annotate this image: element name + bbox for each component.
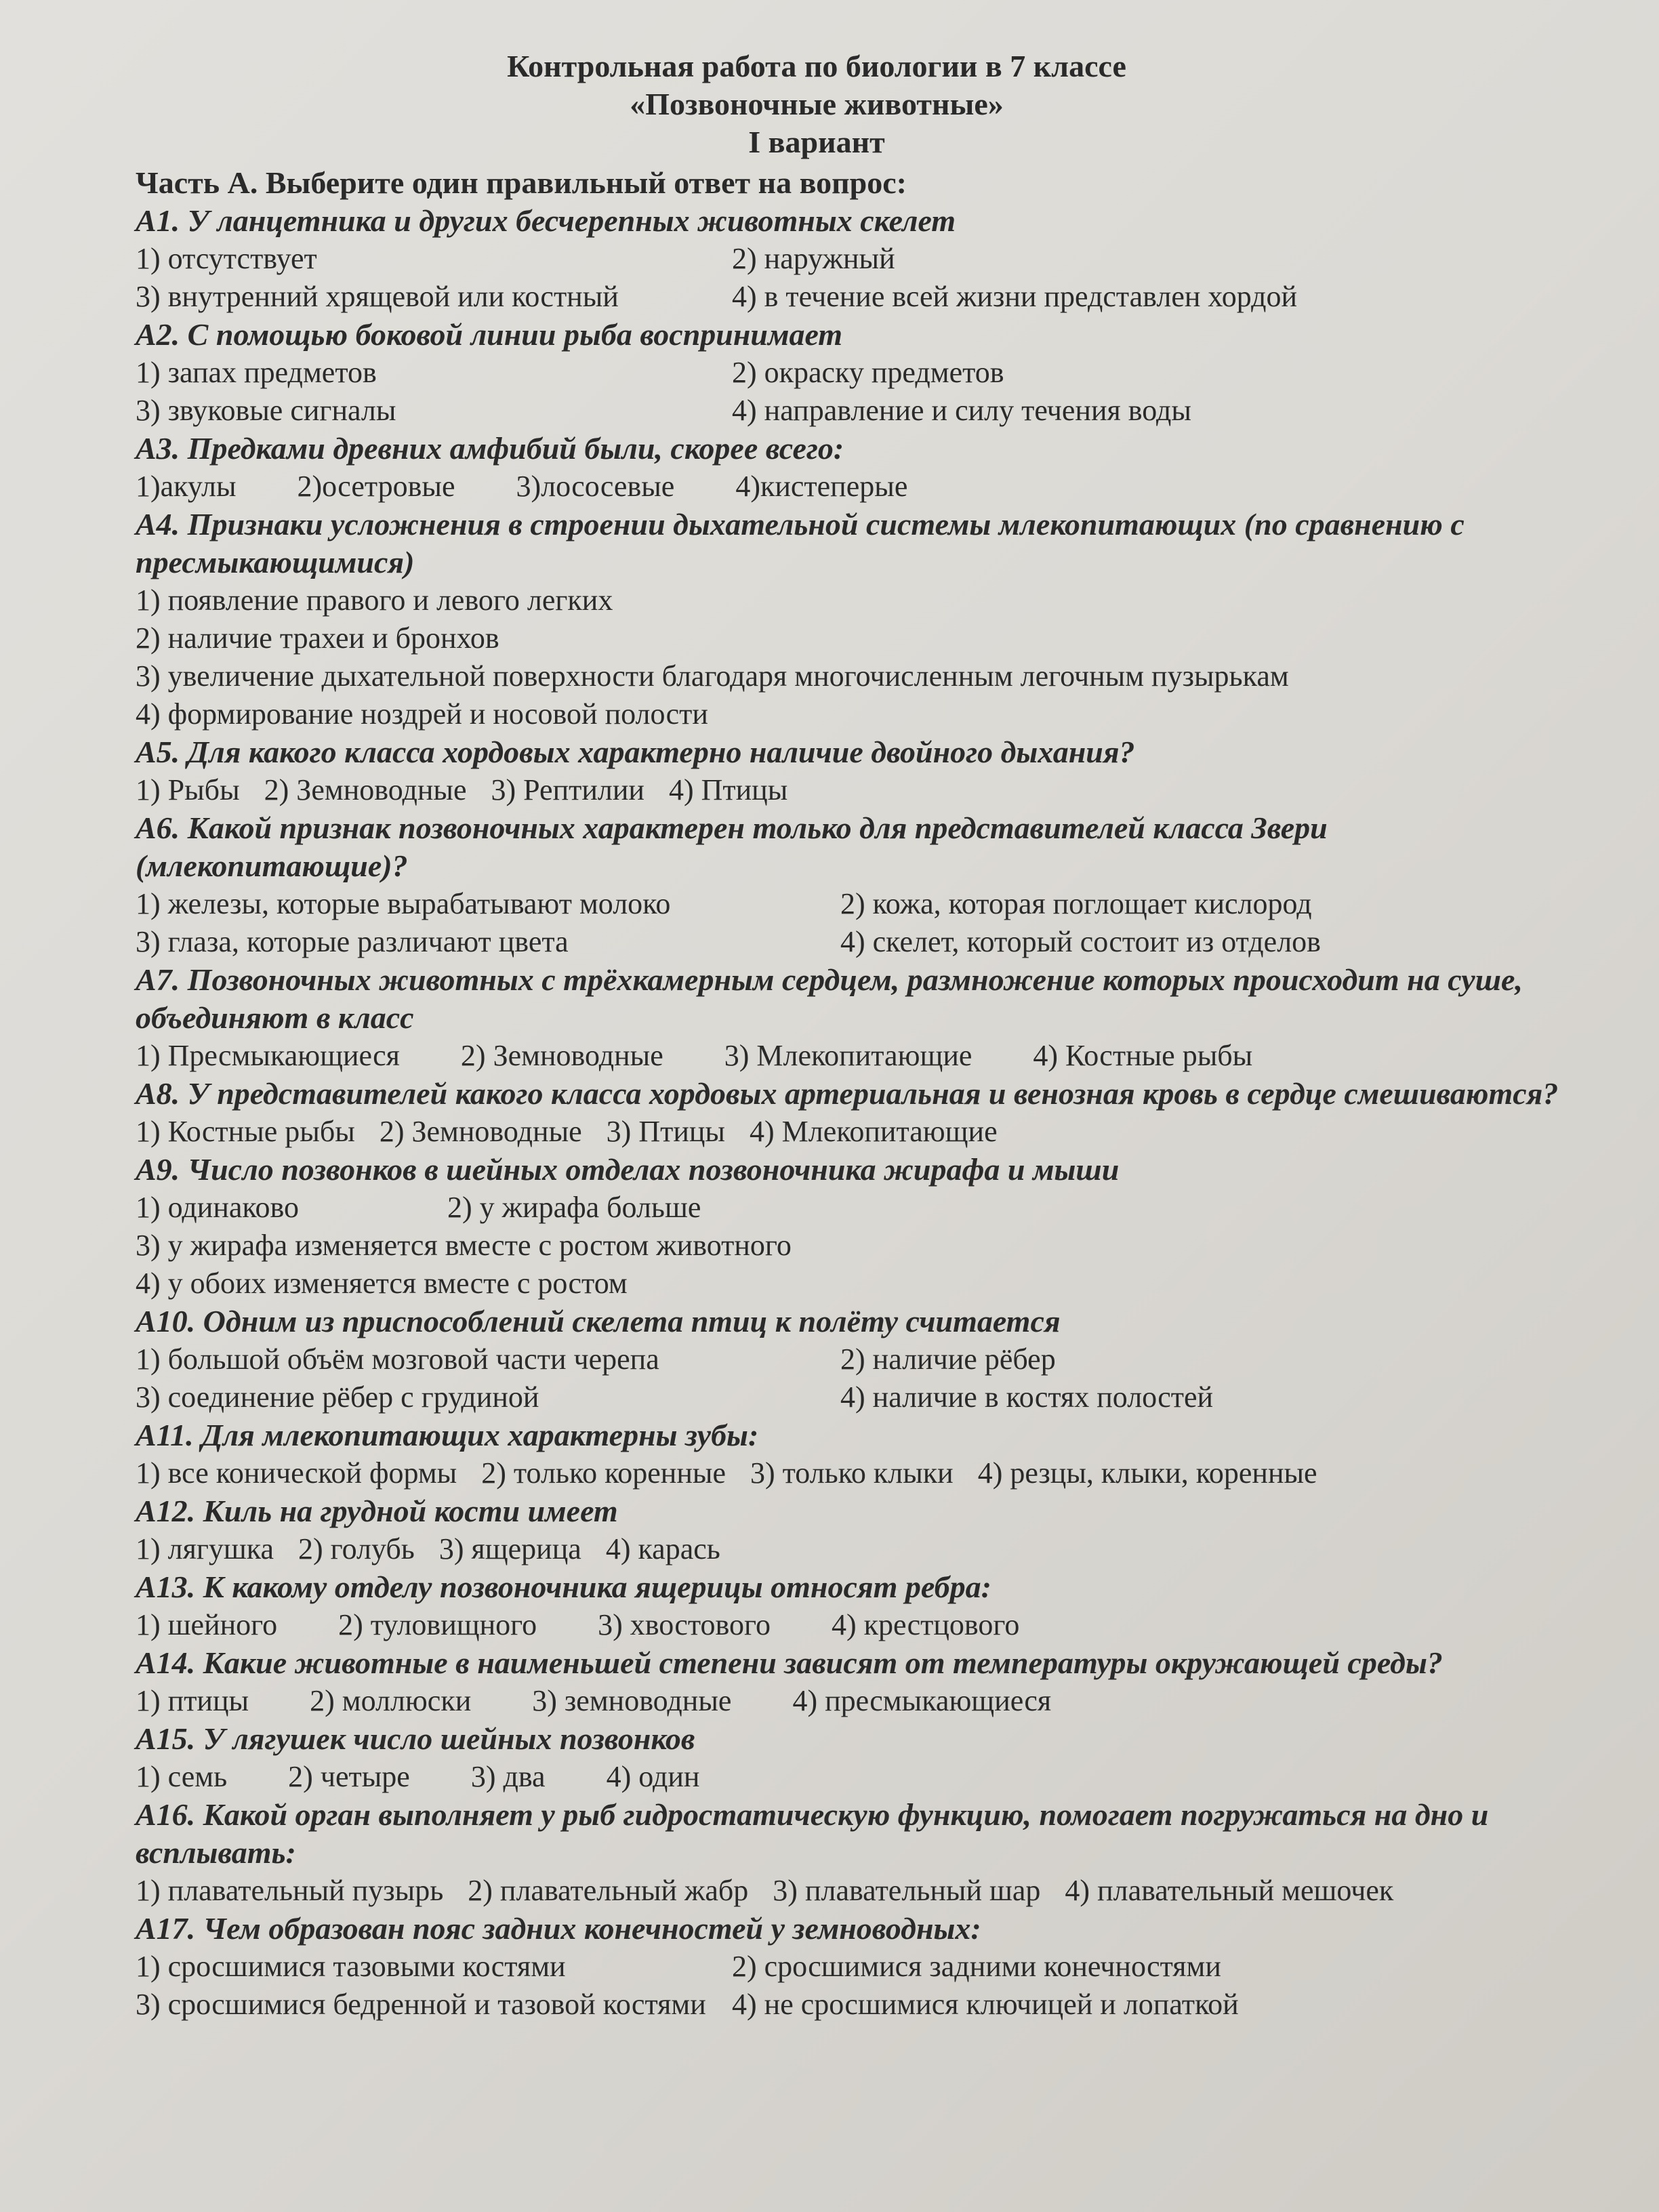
question-block	[136, 1644, 1593, 1720]
answer-option: 4) плавательный мешочек	[1065, 1874, 1394, 1907]
question-text: А10. Одним из приспособлений скелета птиц к полёту считается	[136, 1304, 1061, 1338]
answer-options	[136, 468, 1593, 506]
answer-option: 4) Млекопитающие	[749, 1115, 998, 1148]
test-sheet	[136, 47, 1593, 2024]
answer-option: 3) ящерица	[438, 1532, 581, 1565]
question-block	[136, 1303, 1593, 1416]
part-a-heading: Часть А. Выберите один правильный ответ на вопрос:	[136, 165, 907, 200]
question-text: А8. У представителей какого класса хордовых артериальная и венозная кровь в сердце смешиваются?	[136, 1076, 1559, 1111]
answer-option: 4) не сросшимися ключицей и лопаткой	[732, 1988, 1239, 2021]
answer-option: 3) только клыки	[750, 1456, 954, 1490]
question-block	[136, 1416, 1593, 1492]
answer-option: 2) у жирафа больше	[447, 1191, 701, 1224]
question-block	[136, 809, 1593, 961]
answer-option: 1) все конической формы	[136, 1456, 457, 1490]
answer-options	[136, 771, 1593, 809]
answer-options	[136, 354, 1593, 430]
answer-option: 1) запах предметов	[136, 356, 377, 389]
answer-option: 3) Птицы	[606, 1115, 725, 1148]
answer-option: 2) Земноводные	[379, 1115, 582, 1148]
answer-option: 2) наличие трахеи и бронхов	[136, 621, 499, 655]
question-block	[136, 430, 1593, 506]
question-block	[136, 202, 1593, 316]
doc-variant: I вариант	[748, 125, 885, 159]
answer-option: 2) сросшимися задними конечностями	[732, 1950, 1221, 1983]
answer-option: 1) лягушка	[136, 1532, 274, 1565]
answer-option: 1) семь	[136, 1760, 228, 1793]
answer-option: 2) четыре	[288, 1760, 410, 1793]
answer-option: 4) в течение всей жизни представлен хордой	[732, 280, 1298, 313]
answer-options	[136, 1682, 1593, 1720]
question-text: А13. К какому отделу позвоночника ящерицы относят ребра:	[136, 1570, 991, 1604]
answer-option: 4) резцы, клыки, коренные	[977, 1456, 1317, 1490]
answer-option: 3) земноводные	[532, 1684, 732, 1717]
answer-option: 2) туловищного	[338, 1608, 537, 1641]
answer-option: 1) Костные рыбы	[136, 1115, 355, 1148]
doc-title: Контрольная работа по биологии в 7 классе	[507, 49, 1126, 83]
answer-options	[136, 1189, 1593, 1303]
answer-option: 3) плавательный шар	[773, 1874, 1041, 1907]
answer-option: 4) один	[606, 1760, 700, 1793]
answer-option: 2) наружный	[732, 242, 895, 275]
question-text: А5. Для какого класса хордовых характерно наличие двойного дыхания?	[136, 735, 1135, 769]
answer-option: 3) увеличение дыхательной поверхности благодаря многочисленным легочным пузырькам	[136, 659, 1289, 693]
answer-option: 1) Рыбы	[136, 773, 240, 806]
answer-option: 4) наличие в костях полостей	[840, 1380, 1214, 1414]
answer-options	[136, 1530, 1593, 1568]
question-text: А11. Для млекопитающих характерны зубы:	[136, 1418, 759, 1452]
question-block	[136, 1075, 1593, 1151]
question-block	[136, 733, 1593, 809]
answer-option: 4) пресмыкающиеся	[792, 1684, 1052, 1717]
answer-option: 2) только коренные	[481, 1456, 726, 1490]
answer-option: 1) сросшимися тазовыми костями	[136, 1950, 566, 1983]
answer-option: 4)кистеперые	[735, 470, 908, 503]
answer-option: 1) шейного	[136, 1608, 278, 1641]
answer-option: 3) звуковые сигналы	[136, 394, 396, 427]
question-text: А14. Какие животные в наименьшей степени зависят от температуры окружающей среды?	[136, 1645, 1443, 1680]
question-block	[136, 316, 1593, 430]
question-block	[136, 1568, 1593, 1644]
answer-option: 1) железы, которые вырабатывают молоко	[136, 887, 671, 920]
answer-options	[136, 1758, 1593, 1796]
answer-option: 4) крестцового	[831, 1608, 1020, 1641]
answer-options	[136, 1340, 1593, 1416]
question-block	[136, 1796, 1593, 1910]
answer-option: 3)лососевые	[516, 470, 675, 503]
answer-option: 3) внутренний хрящевой или костный	[136, 280, 619, 313]
answer-option: 4) у обоих изменяется вместе с ростом	[136, 1267, 628, 1300]
answer-options	[136, 1454, 1593, 1492]
answer-option: 2) Земноводные	[460, 1039, 663, 1072]
answer-option: 3) у жирафа изменяется вместе с ростом животного	[136, 1229, 792, 1262]
question-block	[136, 1720, 1593, 1796]
answer-option: 1) появление правого и левого легких	[136, 583, 613, 617]
answer-option: 3) сросшимися бедренной и тазовой костями	[136, 1988, 706, 2021]
answer-options	[136, 1948, 1593, 2024]
answer-options	[136, 240, 1593, 316]
answer-option: 3) два	[470, 1760, 546, 1793]
answer-options	[136, 885, 1593, 961]
question-text: А17. Чем образован пояс задних конечностей у земноводных:	[136, 1911, 981, 1946]
question-text: А6. Какой признак позвоночных характерен только для представителей класса Звери (млекопитающие)?	[136, 811, 1328, 883]
answer-option: 4) Птицы	[668, 773, 788, 806]
question-text: А12. Киль на грудной кости имеет	[136, 1494, 618, 1528]
answer-option: 1) большой объём мозговой части черепа	[136, 1343, 659, 1376]
answer-option: 2)осетровые	[297, 470, 455, 503]
answer-option: 4) формирование ноздрей и носовой полости	[136, 697, 708, 731]
answer-options	[136, 1872, 1593, 1910]
answer-options	[136, 581, 1593, 733]
question-text: А3. Предками древних амфибий были, скорее всего:	[136, 431, 844, 466]
question-block	[136, 1910, 1593, 2024]
answer-option: 2) кожа, которая поглощает кислород	[840, 887, 1312, 920]
answer-option: 4) карась	[605, 1532, 720, 1565]
answer-option: 2) Земноводные	[264, 773, 467, 806]
answer-option: 2) наличие рёбер	[840, 1343, 1056, 1376]
answer-option: 2) моллюски	[310, 1684, 472, 1717]
answer-option: 4) направление и силу течения воды	[732, 394, 1191, 427]
answer-option: 1)акулы	[136, 470, 237, 503]
answer-option: 1) Пресмыкающиеся	[136, 1039, 400, 1072]
question-text: А9. Число позвонков в шейных отделах позвоночника жирафа и мыши	[136, 1152, 1120, 1187]
answer-options	[136, 1113, 1593, 1151]
question-block	[136, 506, 1593, 733]
answer-option: 3) глаза, которые различают цвета	[136, 925, 569, 958]
answer-option: 3) хвостового	[598, 1608, 771, 1641]
answer-options	[136, 1606, 1593, 1644]
answer-option: 2) плавательный жабр	[468, 1874, 749, 1907]
answer-option: 1) отсутствует	[136, 242, 317, 275]
answer-option: 2) окраску предметов	[732, 356, 1004, 389]
answer-option: 2) голубь	[298, 1532, 415, 1565]
question-text: А7. Позвоночных животных с трёхкамерным сердцем, размножение которых происходит на суше, объединяют в класс	[136, 962, 1523, 1035]
answer-option: 1) одинаково	[136, 1191, 300, 1224]
answer-option: 3) Млекопитающие	[724, 1039, 972, 1072]
question-block	[136, 961, 1593, 1075]
question-text: А1. У ланцетника и других бесчерепных животных скелет	[136, 203, 956, 238]
doc-subtitle: «Позвоночные животные»	[630, 87, 1004, 121]
question-block	[136, 1492, 1593, 1568]
answer-option: 3) соединение рёбер с грудиной	[136, 1380, 539, 1414]
answer-option: 1) птицы	[136, 1684, 249, 1717]
answer-option: 4) Костные рыбы	[1033, 1039, 1253, 1072]
question-text: А4. Признаки усложнения в строении дыхательной системы млекопитающих (по сравнению с пресмыкающимися)	[136, 507, 1465, 579]
question-list	[136, 202, 1593, 2024]
question-block	[136, 1151, 1593, 1303]
answer-option: 3) Рептилии	[491, 773, 644, 806]
question-text: А2. С помощью боковой линии рыба воспринимает	[136, 317, 843, 352]
question-text: А15. У лягушек число шейных позвонков	[136, 1721, 695, 1756]
question-text: А16. Какой орган выполняет у рыб гидростатическую функцию, помогает погружаться на дно и всплывать:	[136, 1797, 1489, 1870]
answer-options	[136, 1037, 1593, 1075]
answer-option: 4) скелет, который состоит из отделов	[840, 925, 1321, 958]
answer-option: 1) плавательный пузырь	[136, 1874, 444, 1907]
